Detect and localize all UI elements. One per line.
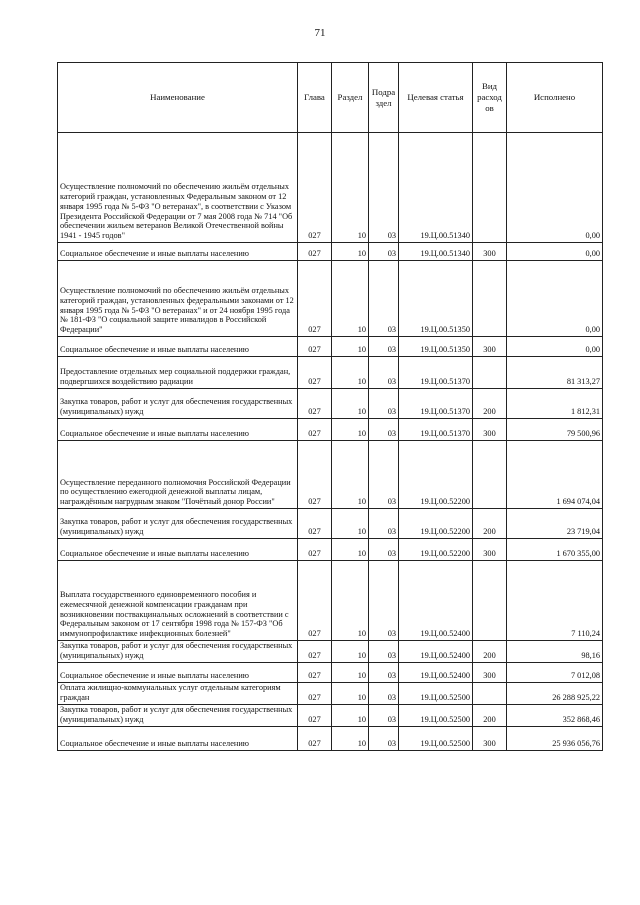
row-target: 19.Ц.00.51340 (399, 133, 473, 243)
row-expense-type (473, 261, 507, 337)
row-chapter: 027 (298, 509, 332, 539)
row-name: Социальное обеспечение и иные выплаты населению (58, 243, 298, 261)
header-name: Наименование (58, 63, 298, 133)
row-chapter: 027 (298, 561, 332, 641)
row-expense-type (473, 561, 507, 641)
row-name: Социальное обеспечение и иные выплаты населению (58, 539, 298, 561)
row-subsection: 03 (369, 641, 399, 663)
row-subsection: 03 (369, 539, 399, 561)
row-subsection: 03 (369, 357, 399, 389)
row-chapter: 027 (298, 419, 332, 441)
row-expense-type: 300 (473, 663, 507, 683)
row-subsection: 03 (369, 683, 399, 705)
page-number: 71 (314, 27, 326, 39)
row-subsection: 03 (369, 704, 399, 726)
row-expense-type: 300 (473, 726, 507, 750)
table-header (58, 63, 603, 133)
row-chapter: 027 (298, 261, 332, 337)
row-chapter: 027 (298, 641, 332, 663)
row-subsection: 03 (369, 663, 399, 683)
row-expense-type (473, 441, 507, 509)
table-row (58, 337, 603, 357)
row-chapter: 027 (298, 133, 332, 243)
header-subsection: Подра здел (369, 63, 399, 133)
row-expense-type (473, 357, 507, 389)
table-row (58, 389, 603, 419)
row-amount: 23 719,04 (507, 509, 603, 539)
row-chapter: 027 (298, 683, 332, 705)
row-amount: 81 313,27 (507, 357, 603, 389)
row-section: 10 (332, 683, 369, 705)
row-amount: 352 868,46 (507, 704, 603, 726)
row-subsection: 03 (369, 337, 399, 357)
table-row (58, 243, 603, 261)
row-target: 19.Ц.00.52500 (399, 683, 473, 705)
row-chapter: 027 (298, 441, 332, 509)
row-target: 19.Ц.00.52200 (399, 441, 473, 509)
row-amount: 0,00 (507, 337, 603, 357)
row-target: 19.Ц.00.52400 (399, 561, 473, 641)
row-amount: 0,00 (507, 261, 603, 337)
row-chapter: 027 (298, 357, 332, 389)
row-amount: 1 670 355,00 (507, 539, 603, 561)
row-expense-type: 300 (473, 243, 507, 261)
row-section: 10 (332, 561, 369, 641)
row-section: 10 (332, 419, 369, 441)
row-section: 10 (332, 509, 369, 539)
row-expense-type: 200 (473, 389, 507, 419)
row-section: 10 (332, 663, 369, 683)
row-target: 19.Ц.00.51340 (399, 243, 473, 261)
row-expense-type: 200 (473, 509, 507, 539)
row-expense-type: 200 (473, 641, 507, 663)
row-amount: 7 110,24 (507, 561, 603, 641)
header-expense-type: Вид расход ов (473, 63, 507, 133)
row-subsection: 03 (369, 243, 399, 261)
table-row (58, 641, 603, 663)
row-name: Осуществление полномочий по обеспечению жильём отдельных категорий граждан, установленных федеральными законами от 12 января 1995 года № 5-ФЗ "О ветеранах" и от 24 ноября 1995 года № 181-ФЗ "О социальной защите инвалидов в Российской Федерации" (58, 261, 298, 337)
row-chapter: 027 (298, 663, 332, 683)
row-amount: 26 288 925,22 (507, 683, 603, 705)
row-target: 19.Ц.00.51350 (399, 337, 473, 357)
row-expense-type: 300 (473, 337, 507, 357)
table-row (58, 441, 603, 509)
row-target: 19.Ц.00.52500 (399, 726, 473, 750)
row-name: Социальное обеспечение и иные выплаты населению (58, 663, 298, 683)
row-subsection: 03 (369, 726, 399, 750)
row-amount: 7 012,08 (507, 663, 603, 683)
row-name: Закупка товаров, работ и услуг для обеспечения государственных (муниципальных) нужд (58, 641, 298, 663)
row-target: 19.Ц.00.52200 (399, 539, 473, 561)
row-amount: 1 694 074,04 (507, 441, 603, 509)
row-amount: 98,16 (507, 641, 603, 663)
row-expense-type: 300 (473, 539, 507, 561)
header-section: Раздел (332, 63, 369, 133)
row-subsection: 03 (369, 261, 399, 337)
row-amount: 25 936 056,76 (507, 726, 603, 750)
header-executed: Исполнено (507, 63, 603, 133)
row-name: Социальное обеспечение и иные выплаты населению (58, 337, 298, 357)
table-row (58, 704, 603, 726)
row-target: 19.Ц.00.51370 (399, 419, 473, 441)
table-row (58, 357, 603, 389)
table-row (58, 133, 603, 243)
row-subsection: 03 (369, 509, 399, 539)
row-expense-type: 300 (473, 419, 507, 441)
row-name: Социальное обеспечение и иные выплаты населению (58, 419, 298, 441)
table-row (58, 539, 603, 561)
row-name: Осуществление переданного полномочия Российской Федерации по осуществлению ежегодной денежной выплаты лицам, награждённым нагрудным знаком "Почётный донор России" (58, 441, 298, 509)
row-name: Предоставление отдельных мер социальной поддержки граждан, подвергшихся воздействию радиации (58, 357, 298, 389)
table-row (58, 726, 603, 750)
row-name: Закупка товаров, работ и услуг для обеспечения государственных (муниципальных) нужд (58, 389, 298, 419)
row-amount: 0,00 (507, 243, 603, 261)
row-name: Оплата жилищно-коммунальных услуг отдельным категориям граждан (58, 683, 298, 705)
row-target: 19.Ц.00.52400 (399, 641, 473, 663)
row-name: Закупка товаров, работ и услуг для обеспечения государственных (муниципальных) нужд (58, 509, 298, 539)
row-section: 10 (332, 539, 369, 561)
row-chapter: 027 (298, 337, 332, 357)
row-section: 10 (332, 641, 369, 663)
row-expense-type (473, 133, 507, 243)
table-row (58, 419, 603, 441)
row-section: 10 (332, 704, 369, 726)
row-chapter: 027 (298, 704, 332, 726)
row-amount: 0,00 (507, 133, 603, 243)
table-row (58, 261, 603, 337)
row-section: 10 (332, 133, 369, 243)
row-chapter: 027 (298, 539, 332, 561)
header-chapter: Глава (298, 63, 332, 133)
row-chapter: 027 (298, 389, 332, 419)
table-row (58, 509, 603, 539)
row-expense-type: 200 (473, 704, 507, 726)
row-section: 10 (332, 726, 369, 750)
row-section: 10 (332, 261, 369, 337)
header-target: Целевая статья (399, 63, 473, 133)
row-subsection: 03 (369, 419, 399, 441)
row-section: 10 (332, 243, 369, 261)
row-name: Осуществление полномочий по обеспечению жильём отдельных категорий граждан, установленных Федеральным законом от 12 января 1995 года № 5-ФЗ "О ветеранах", в соответствии с Указом Президента Российской Федерации от 7 мая 2008 года № 714 "Об обеспечении жильем ветеранов Великой Отечественной войны 1941 - 1945 годов" (58, 133, 298, 243)
row-target: 19.Ц.00.51350 (399, 261, 473, 337)
row-amount: 79 500,96 (507, 419, 603, 441)
row-subsection: 03 (369, 561, 399, 641)
row-subsection: 03 (369, 441, 399, 509)
row-target: 19.Ц.00.52200 (399, 509, 473, 539)
row-subsection: 03 (369, 389, 399, 419)
row-chapter: 027 (298, 726, 332, 750)
row-target: 19.Ц.00.51370 (399, 389, 473, 419)
table-row (58, 683, 603, 705)
row-name: Социальное обеспечение и иные выплаты населению (58, 726, 298, 750)
row-section: 10 (332, 441, 369, 509)
table-row (58, 663, 603, 683)
row-section: 10 (332, 389, 369, 419)
table-row (58, 561, 603, 641)
row-target: 19.Ц.00.51370 (399, 357, 473, 389)
row-name: Выплата государственного единовременного пособия и ежемесячной денежной компенсации гражданам при возникновении поствакцинальных осложнений в соответствии с Федеральным законом от 17 сентября 1998 года № 157-ФЗ "Об иммунопрофилактике инфекционных болезней" (58, 561, 298, 641)
budget-table (57, 62, 603, 751)
row-amount: 1 812,31 (507, 389, 603, 419)
row-section: 10 (332, 337, 369, 357)
row-target: 19.Ц.00.52500 (399, 704, 473, 726)
row-name: Закупка товаров, работ и услуг для обеспечения государственных (муниципальных) нужд (58, 704, 298, 726)
row-subsection: 03 (369, 133, 399, 243)
row-expense-type (473, 683, 507, 705)
row-chapter: 027 (298, 243, 332, 261)
row-section: 10 (332, 357, 369, 389)
row-target: 19.Ц.00.52400 (399, 663, 473, 683)
